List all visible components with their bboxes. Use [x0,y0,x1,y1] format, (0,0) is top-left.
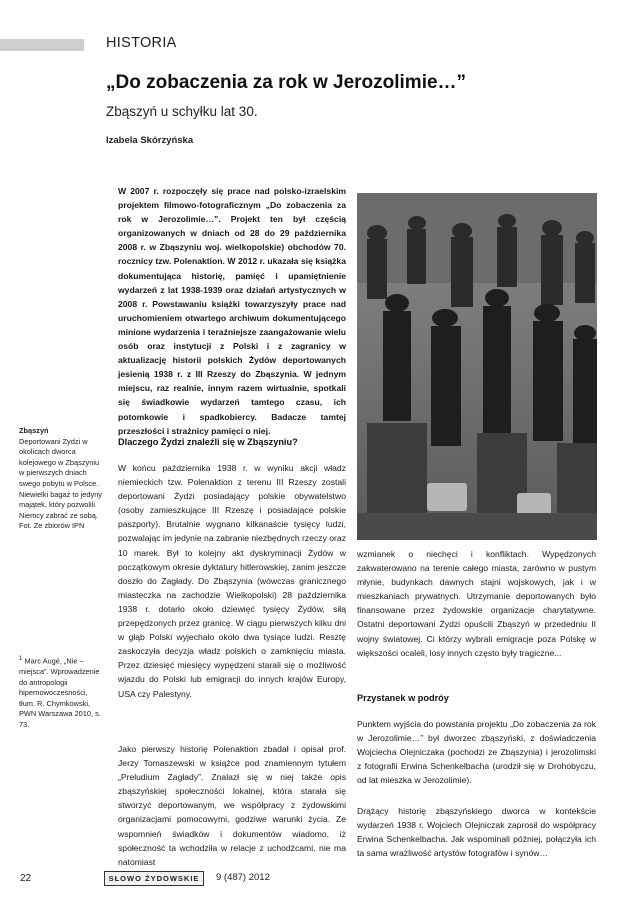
page-number: 22 [20,873,32,884]
body-paragraph-4: Punktem wyjścia do powstania projektu „Do zobaczenia za rok w Jerozolimie…” był dworzec zbąszyński, z doświadczenia Wojciecha Olejniczaka (pochodzi ze Zbąszynia) i jerozolimski z fotografii Erwina Schenkelbacha (urodził się w Drohobyczu, od lat mieszka w Jerozolimie). [357,719,596,786]
publication-logo: SŁOWO ŻYDOWSKIE [104,871,204,886]
heading-stop-in-journey: Przystanek w podróy [357,693,449,703]
article-lead: W 2007 r. rozpoczęły się prace nad polsko-izraelskim projektem filmowo-fotograficznym „Do zobaczenia za rok w Jerozolimie…”. Projekt ten był częścią organizowanych w dniach od 28 do 29 października 2008 r. w Zbąszyniu woj. wielkopolskie) obchodów 70. rocznicy tzw. Polenaktion. W 2012 r. ukazała się książka dokumentująca historię, pamięć i upamiętnienie wydarzeń z lat 1938-1939 oraz działań artystycznych w 2008 r. Powstawaniu książki towarzyszyły prace nad uruchomieniem otwartego archiwum dokumentującego minione wydarzenia i teraźniejsze zaangażowanie wielu osób oraz instytucji z Polski i z zagranicy w aktualizację historii polskich Żydów deportowanych jesienią 1938 r. z III Rzeszy do Zbąszynia. W jednym miejscu, raz realnie, innym razem wirtualnie, spotkali się świadkowie wydarzeń tamtego czasu, ich potomkowie i spadkobiercy. Badacze tamtej przeszłości i strażnicy pamięci o niej. [118,186,346,436]
deportees-photo [357,193,597,540]
section-label: HISTORIA [106,35,177,51]
footnote-number: 1 [19,655,23,662]
footnote-text: Marc Augé, „Nie – miejsca”. Wprowadzenie do antropologii hipernowoczesności, tłum. R. Chymkowski, PWN Warszawa 2010, s. 73. [19,656,101,730]
section-bar [0,39,84,51]
article-title: „Do zobaczenia za rok w Jerozolimie…” [106,72,467,93]
article-subtitle: Zbąszyń u schyłku lat 30. [106,104,258,119]
photo-caption-text: Deportowani Żydzi w okolicach dworca kolejowego w Zbąszyniu w pierwszych dniach swego pobytu w Polsce. Niewielki bagaż to jedyny majątek, który pozwolili Niemcy zabrać ze sobą. Fot. Ze zbiorów IPN [19,436,102,531]
body-paragraph-3: wzmianek o niechęci i konfliktach. Wypędzonych zakwaterowano na terenie całego miasta, zarówno w pustym młynie, budynkach dawnych stajni wojskowych, jak i w mieszkaniach prywatnych. Utrzymanie deportowanych było finansowane przez żydowskie organizacje charytatywne. Ostatni deportowani Żydzi opuścili Zbąszyń w przededniu II wojny światowej. Ci którzy wybrali emigracje poza Polskę w większości ocaleli, losy innych często były tragiczne... [357,549,596,658]
article-author: Izabela Skórzyńska [106,135,194,146]
body-paragraph-2: Jako pierwszy historię Polenaktion zbadał i opisał prof. Jerzy Tomaszewski w książce pod znamiennym tytułem „Preludium Zagłady”. Znalazł się w niej także opis zbąszyńskiej społeczności lokalnej, która starała się stworzyć deportowanym, we współpracy z żydowskimi organizacjami pomocowymi, godziwe warunki życia. Ze wspomnień świadków i dokumentów wiadomo, iż społeczność ta wchodziła w relacje z uchodźcami, nie ma natomiast [118,744,346,867]
footnote [19,654,105,731]
body-paragraph-1: W końcu października 1938 r. w wyniku akcji władz niemieckich tzw. Polenaktion z terenu III Rzeszy zostali deportowani Żydzi posiadający polskie obywatelstwo (osoby zamieszkujące III Rzeszę i posiadające polskie paszporty). Brutalnie wygnano kilkanaście tysięcy ludzi, pozwalając im jedynie na zabranie niezbędnych rzeczy oraz 10 marek. Był to kolejny akt dyskryminacji Żydów w początkowym okresie dyktatury hitlerowskiej, zanim jeszcze doszło do Zagłady. Do Zbąszynia (wówczas granicznego miasteczka na zachodzie Wielkopolski) 28 października 1938 r. dotarło około dziewięć tysięcy Żydów, siłą przepędzonych przez granicę. W ciągu pierwszych kilku dni w głąb Polski wyjechało około dwa tysiące ludzi. Resztę zaskoczyła decyzja władz polskich o zamknięciu miasta. Przez dziesięć miesięcy wypędzeni starali się o możliwość wjazdu do Polski lub emigracji do innych krajów Europy, USA czy Palestyny. [118,463,346,699]
heading-why-zbaszyn: Dlaczego Żydzi znaleźli się w Zbąszyniu? [118,437,298,447]
issue-number: 9 (487) 2012 [216,872,270,883]
body-paragraph-5: Drążący historię zbąszyńskiego dworca w kontekście wydarzeń 1938 r. Wojciech Olejniczak zaprosił do współpracy Erwina Schenkelbacha. Jak wspominali później, połączyła ich ta sama wrażliwość artystów fotografów i synów… [357,806,596,859]
photo-caption-title: Zbąszyń [19,426,49,435]
photo-caption [19,426,105,532]
